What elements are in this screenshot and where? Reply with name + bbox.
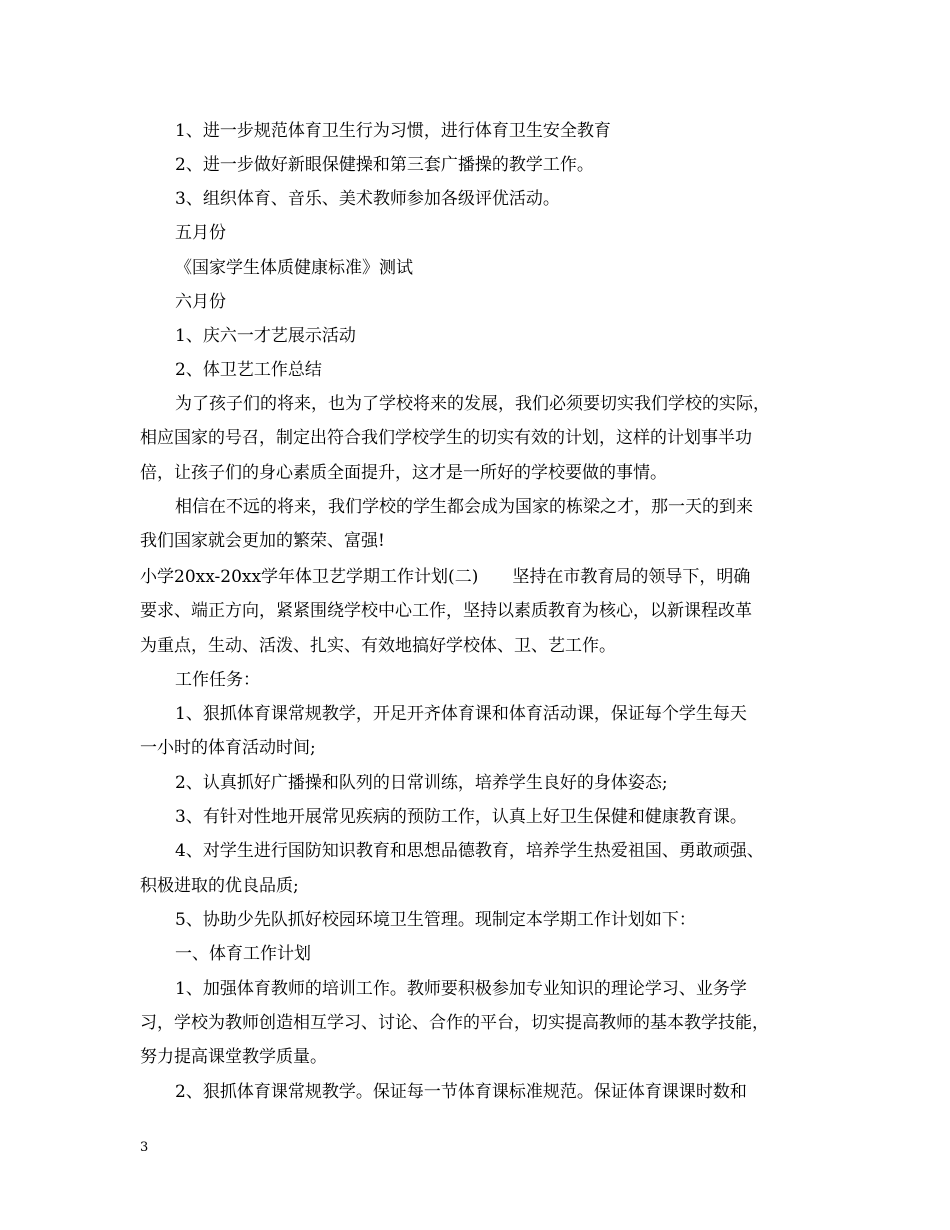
text-line: 4、对学生进行国防知识教育和思想品德教育，培养学生热爱祖国、勇敢顽强、 — [175, 841, 764, 861]
section-heading: 六月份 — [175, 292, 226, 312]
text-line: 要求、端正方向，紧紧围绕学校中心工作，坚持以素质教育为核心，以新课程改革 — [140, 601, 752, 621]
text-line: 为了孩子们的将来，也为了学校将来的发展，我们必须要切实我们学校的实际， — [175, 394, 770, 414]
text-line: 我们国家就会更加的繁荣、富强! — [140, 531, 385, 551]
text-line: 《国家学生体质健康标准》测试 — [175, 258, 413, 278]
text-line: 3、组织体育、音乐、美术教师参加各级评优活动。 — [175, 189, 560, 209]
text-line: 习，学校为教师创造相互学习、讨论、合作的平台，切实提高教师的基本教学技能， — [140, 1013, 769, 1033]
text-line: 2、认真抓好广播操和队列的日常训练，培养学生良好的身体姿态; — [175, 773, 668, 793]
section-heading: 一、体育工作计划 — [175, 944, 311, 964]
text-line: 倍，让孩子们的身心素质全面提升，这才是一所好的学校要做的事情。 — [140, 463, 667, 483]
text-line: 1、加强体育教师的培训工作。教师要积极参加专业知识的理论学习、业务学 — [175, 979, 747, 999]
text-line: 一小时的体育活动时间; — [140, 738, 316, 758]
text-line: 为重点，生动、活泼、扎实、有效地搞好学校体、卫、艺工作。 — [140, 636, 616, 656]
text-line: 相信在不远的将来，我们学校的学生都会成为国家的栋梁之才，那一天的到来 — [175, 497, 753, 517]
text-line: 2、体卫艺工作总结 — [175, 360, 322, 380]
text-line: 工作任务： — [175, 670, 260, 690]
text-line: 积极进取的优良品质; — [140, 876, 299, 896]
text-line: 1、庆六一才艺展示活动 — [175, 326, 356, 346]
text-line: 1、进一步规范体育卫生行为习惯，进行体育卫生安全教育 — [175, 121, 611, 141]
page-number: 3 — [140, 1140, 149, 1155]
text-line: 2、狠抓体育课常规教学。保证每一节体育课标准规范。保证体育课课时数和 — [175, 1082, 747, 1102]
document-title-line: 小学20xx-20xx学年体卫艺学期工作计划(二) 坚持在市教育局的领导下，明确 — [140, 567, 751, 587]
text-line: 1、狠抓体育课常规教学，开足开齐体育课和体育活动课，保证每个学生每天 — [175, 704, 747, 724]
text-line: 3、有针对性地开展常见疾病的预防工作，认真上好卫生保健和健康教育课。 — [175, 807, 747, 827]
text-line: 5、协助少先队抓好校园环境卫生管理。现制定本学期工作计划如下： — [175, 910, 696, 930]
text-line: 2、进一步做好新眼保健操和第三套广播操的教学工作。 — [175, 155, 594, 175]
section-heading: 五月份 — [175, 223, 226, 243]
text-line: 努力提高课堂教学质量。 — [140, 1047, 327, 1067]
text-line: 相应国家的号召，制定出符合我们学校学生的切实有效的计划，这样的计划事半功 — [140, 428, 752, 448]
